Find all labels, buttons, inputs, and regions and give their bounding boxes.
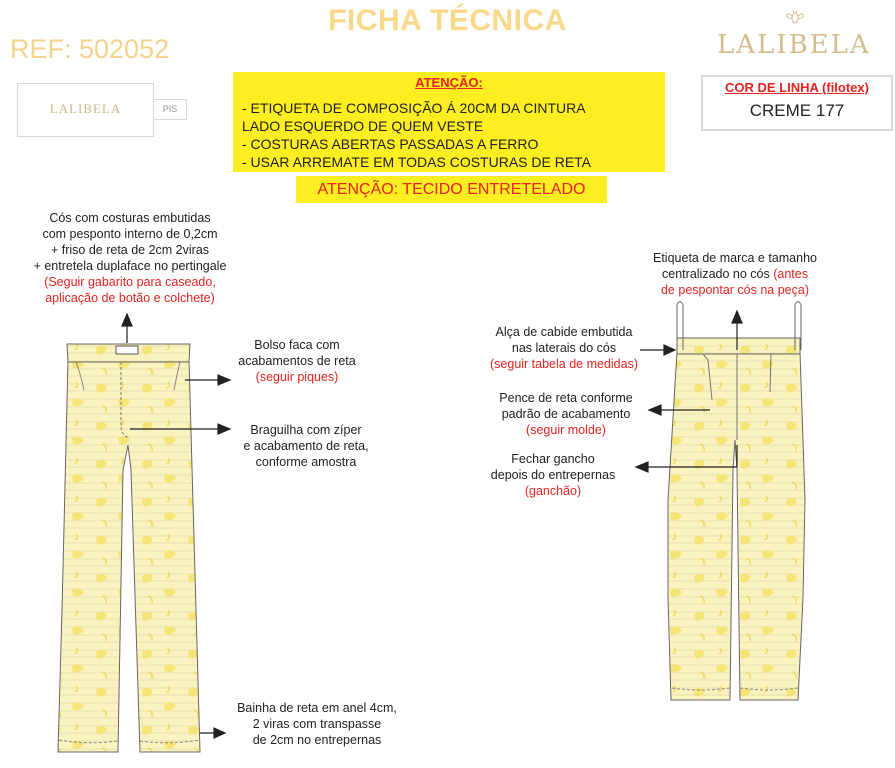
thread-color-heading: COR DE LINHA (filotex) [725, 80, 869, 95]
notice-line: - ETIQUETA DE COMPOSIÇÃO Á 20CM DA CINTURA [242, 100, 586, 116]
waistband-button [116, 346, 138, 354]
reference-code: REF: 502052 [10, 34, 170, 64]
back-waistband [677, 338, 800, 354]
brand-label-note: Etiqueta de marca e tamanho centralizado no cós (antes de pespontar cós na peça) [653, 251, 817, 297]
crotch-note: Fechar gancho depois do entrepernas (ganchão) [490, 452, 616, 498]
page-title: FICHA TÉCNICA [328, 4, 567, 37]
attention-heading: ATENÇÃO: [415, 75, 483, 90]
pocket-note: Bolso faca com acabamentos de reta (seguir piques) [238, 338, 356, 384]
hem-note: Bainha de reta em anel 4cm, 2 viras com transpasse de 2cm no entrepernas [237, 701, 397, 747]
thread-color-value: CREME 177 [749, 101, 845, 120]
hem-arrow-icon [200, 728, 225, 738]
pis-tag: PIS [153, 99, 187, 120]
hanger-loop-note: Alça de cabide embutida nas laterais do cós (seguir tabela de medidas) [490, 325, 638, 371]
fly-note: Braguilha com zíper e acabamento de reta, conforme amostra [243, 423, 369, 469]
loop-arrow-icon [640, 345, 675, 355]
brand-logo: LALIBELA [717, 30, 871, 60]
front-pants-drawing [58, 344, 200, 752]
front-pants-body [58, 360, 200, 752]
fabric-notice: ATENÇÃO: TECIDO ENTRETELADO [296, 176, 607, 203]
notice-line: LADO ESQUERDO DE QUEM VESTE [242, 118, 484, 134]
waistband-arrow-icon [122, 314, 132, 343]
back-pants-drawing [668, 302, 805, 701]
pocket-arrow-icon [185, 375, 230, 385]
notice-line: - COSTURAS ABERTAS PASSADAS A FERRO [242, 136, 539, 152]
dart-note: Pence de reta conforme padrão de acabamento (seguir molde) [499, 391, 633, 437]
label-logo-text: LALIBELA [49, 101, 122, 116]
waistband-note: Cós com costuras embutidas com pesponto interno de 0,2cm + friso de reta de 2cm 2viras + entretela duplaface no pertingale (Seguir gabarito para caseado, aplicação de botão e colchete) [33, 211, 227, 305]
notice-line: - USAR ARREMATE EM TODAS COSTURAS DE RETA [242, 154, 592, 170]
